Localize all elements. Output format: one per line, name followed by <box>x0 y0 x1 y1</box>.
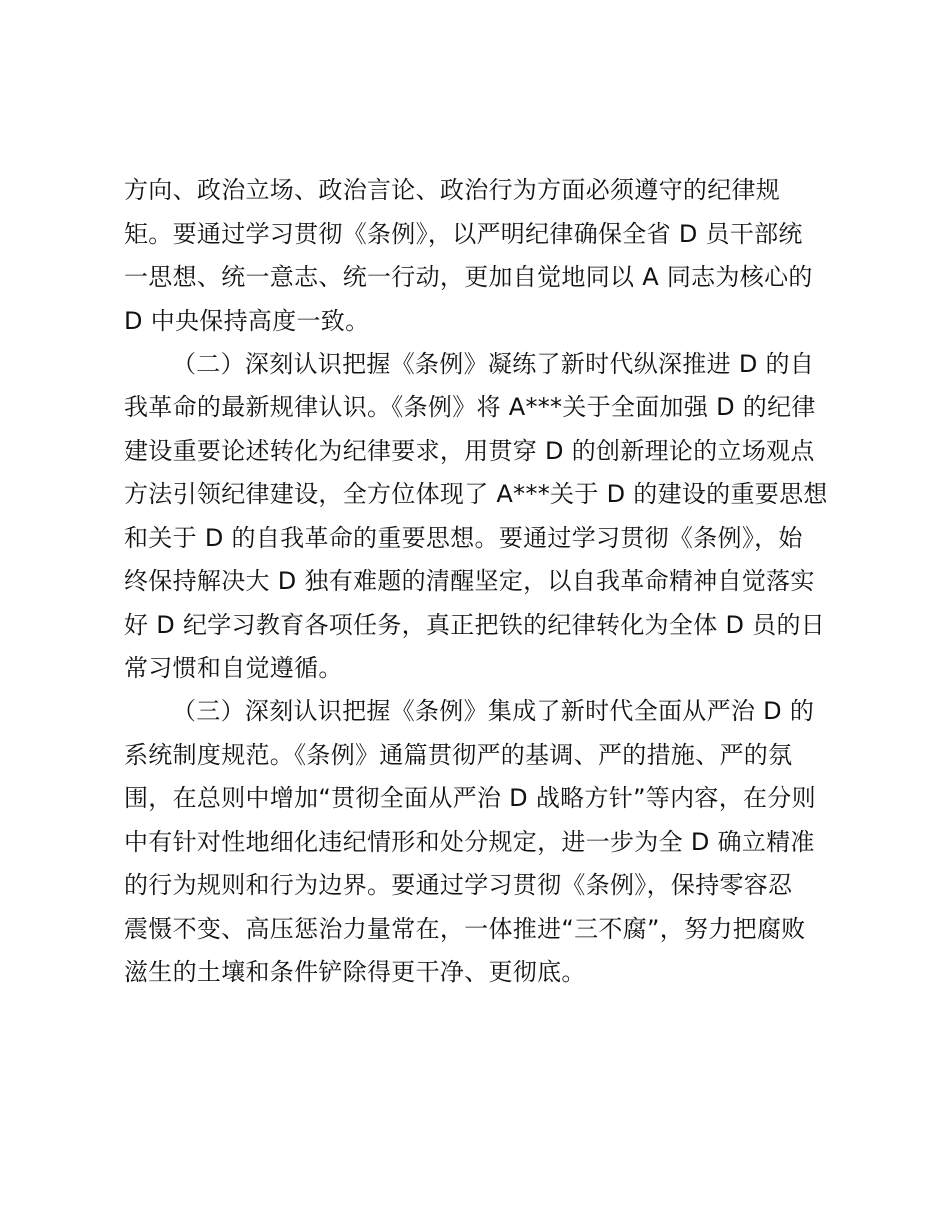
paragraph-2-line-2: 我革命的最新规律认识。《条例》将 A***关于全面加强 D 的纪律 <box>124 393 816 421</box>
paragraph-3-line-4: 中有针对性地细化违纪情形和处分规定，进一步为全 D 确立精准 <box>124 828 815 856</box>
paragraph-2-line-6: 终保持解决大 D 独有难题的清醒坚定，以自我革命精神自觉落实 <box>124 567 815 595</box>
paragraph-2-line-8: 常习惯和自觉遵循。 <box>124 654 343 682</box>
paragraph-3-line-3: 围，在总则中增加“贯彻全面从严治 D 战略方针”等内容，在分则 <box>124 784 816 812</box>
paragraph-3-line-2: 系统制度规范。《条例》通篇贯彻严的基调、严的措施、严的氛 <box>124 741 793 769</box>
paragraph-3-line-6: 震慑不变、高压惩治力量常在，一体推进“三不腐”，努力把腐败 <box>124 915 806 943</box>
paragraph-2-line-7: 好 D 纪学习教育各项任务，真正把铁的纪律转化为全体 D 员的日 <box>124 611 826 639</box>
paragraph-1-line-3: 一思想、统一意志、统一行动，更加自觉地同以 A 同志为核心的 <box>124 263 813 291</box>
paragraph-3-line-7: 滋生的土壤和条件铲除得更干净、更彻底。 <box>124 958 586 986</box>
paragraph-3-line-5: 的行为规则和行为边界。要通过学习贯彻《条例》，保持零容忍 <box>124 871 793 899</box>
paragraph-2-line-3: 建设重要论述转化为纪律要求，用贯穿 D 的创新理论的立场观点 <box>124 437 815 465</box>
paragraph-2-line-1: （二）深刻认识把握《条例》凝练了新时代纵深推进 D 的自 <box>172 350 815 378</box>
paragraph-2-line-5: 和关于 D 的自我革命的重要思想。要通过学习贯彻《条例》，始 <box>124 524 803 552</box>
paragraph-2-line-4: 方法引领纪律建设，全方位体现了 A***关于 D 的建设的重要思想 <box>124 480 828 508</box>
paragraph-3-line-1: （三）深刻认识把握《条例》集成了新时代全面从严治 D 的 <box>172 697 815 725</box>
paragraph-1-line-4: D 中央保持高度一致。 <box>124 307 370 335</box>
paragraph-1-line-2: 矩。要通过学习贯彻《条例》，以严明纪律确保全省 D 员干部统 <box>124 220 803 248</box>
paragraph-1-line-1: 方向、政治立场、政治言论、政治行为方面必须遵守的纪律规 <box>124 176 781 204</box>
